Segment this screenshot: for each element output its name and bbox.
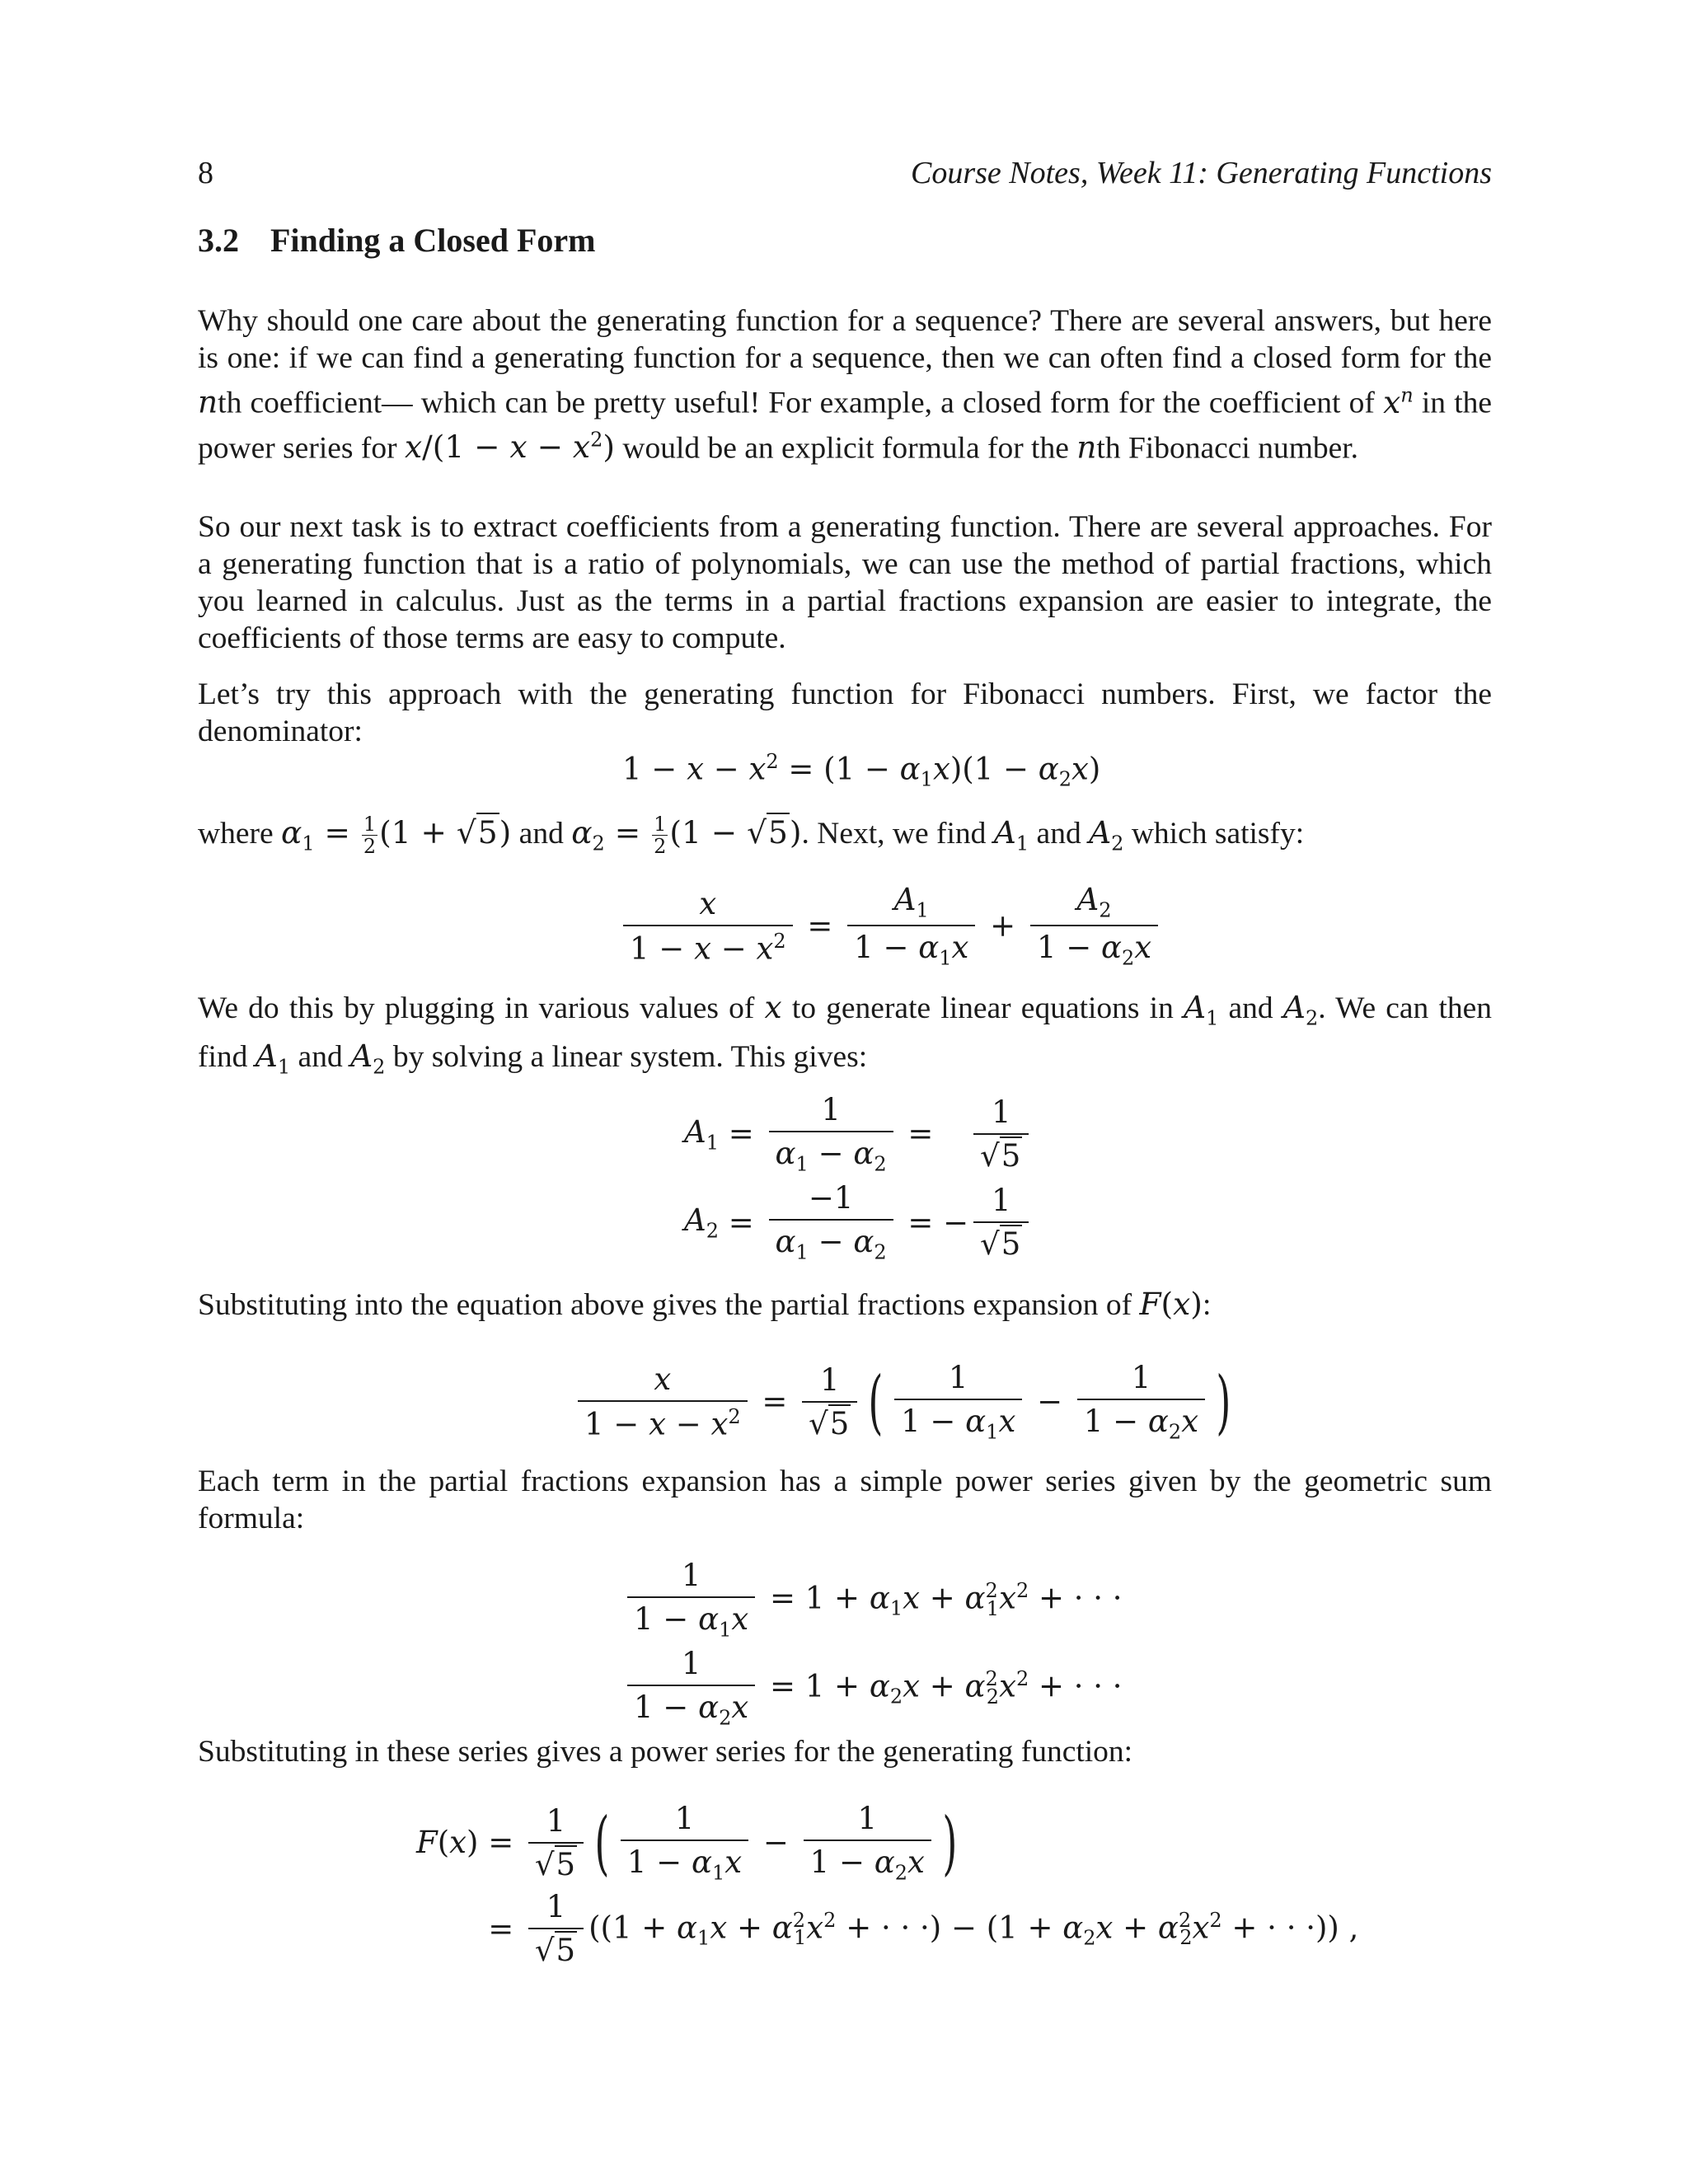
math-alpha1-def: $\alpha_1$ = $\frac{1}{2}$ (1 + √5)	[280, 813, 512, 858]
math-A2: $A_2$	[350, 1037, 386, 1078]
paragraph-linear-system	[198, 989, 1492, 1085]
text-run: Substituting into the equation above gives the partial fractions expansion of	[198, 1288, 1140, 1322]
text-run: and	[1218, 991, 1283, 1025]
page	[198, 0, 1492, 2184]
paragraph-approach: So our next task is to extract coefficients from a generating function. There are several approaches. For a generating function that is a ratio of polynomials, we can use the method of partial fractions, which you learned in calculus. Just as the terms in a partial fractions expansion are easier to integrate, the coefficients of those terms are easy to compute.	[198, 510, 1492, 655]
equation-factorization: $1 - x - x^2 = (1 - \alpha_1x)(1 - \alpha_2x)$	[622, 750, 1101, 791]
text-run: th coefficient— which can be pretty useful! For example, a closed form for the coefficient of	[218, 386, 1384, 420]
text-run: would be an explicit formula for the	[615, 431, 1077, 465]
equation-geometric-series: $\frac{1}{1 - \alpha_1x}$ = $1 + \alpha_1x + \alpha^2_1x^2$ + · · · $\frac{1}{1 - \alpha_2x}$ = $1 + \alpha_2x + \alpha^2_2x^2$ + · · ·	[622, 1558, 1123, 1730]
equation-expansion: $\frac{x}{1 - x - x^2}$ = $\frac{1}{√5}$ ( $\frac{1}{1 - \alpha_1x}$ − $\frac{1}{1 - \alpha_2x}$ )	[573, 1360, 1237, 1443]
paragraph-geometric: Each term in the partial fractions expansion has a simple power series given by the geometric sum formula:	[198, 1465, 1492, 1535]
equation-partial-form: $\frac{x}{1 - x - x^2}$ = $\frac{A_1}{1 - \alpha_1x}$ + $\frac{A_2}{1 - \alpha_2x}$	[618, 882, 1163, 970]
math-alpha2-def: $\alpha_2$ = $\frac{1}{2}$ (1 − √5)	[571, 813, 802, 858]
text-run: and	[290, 1039, 351, 1074]
math-x: x	[764, 989, 782, 1025]
paragraph-substituting: Substituting into the equation above gives the partial fractions expansion of F(x):	[198, 1286, 1212, 1322]
paragraph-power-series: Substituting in these series gives a power series for the generating function:	[198, 1735, 1133, 1769]
math-x-pow-n: $x^n$	[1383, 383, 1414, 420]
paragraph-intro	[198, 302, 1492, 466]
text-run: . Next, we find	[801, 817, 994, 851]
text-run: Why should one care about the generating function for a sequence? There are several answers, but here is one: if we can find a generating function for a sequence, then we can often find a closed form for the	[198, 304, 1492, 375]
text-run: th Fibonacci number.	[1096, 431, 1359, 465]
text-run: to generate linear equations in	[781, 991, 1184, 1025]
text-run: and	[511, 817, 572, 851]
page-number: 8	[198, 156, 213, 190]
text-run: where	[198, 817, 281, 851]
text-run: in the power series for	[198, 386, 1493, 465]
math-A1: $A_1$	[255, 1037, 291, 1078]
equation-F-series: F(x) = $\frac{1}{√5}$ ( $\frac{1}{1 - \alpha_1x}$ − $\frac{1}{1 - \alpha_2x}$ ) = $\frac{1}{√5}$ (($1 + \alpha_1x + \alpha^2_1x^2$ + · · ·) − ($1 + \alpha_2x + \alpha^2_2x^2$ + · · ·)) ,	[416, 1801, 1359, 1969]
math-n: n	[198, 383, 218, 420]
math-A2: $A_2$	[1089, 814, 1124, 855]
equation-A-values: $A_1$ = $\frac{1}{\alpha_1 - \alpha_2}$ = $\frac{1}{√5}$ $A_2$ = $\frac{-1}{\alpha_1 - \alpha_2}$ = − $\frac{1}{√5}$	[684, 1092, 1034, 1264]
text-run: by solving a linear system. This gives:	[385, 1039, 868, 1074]
math-A2: $A_2$	[1282, 989, 1319, 1030]
math-n: n	[1076, 429, 1097, 465]
text-run: . We can then find	[198, 991, 1493, 1074]
math-A1: $A_1$	[993, 814, 1029, 855]
text-run: which satisfy:	[1123, 817, 1305, 851]
text-run: and	[1029, 817, 1090, 851]
section-title: Finding a Closed Form	[270, 222, 596, 259]
math-F-of-x: F(x)	[1139, 1286, 1203, 1322]
section-number: 3.2	[198, 222, 239, 259]
section-heading	[198, 221, 595, 260]
math-A1: $A_1$	[1184, 989, 1219, 1030]
paragraph-factor: Let’s try this approach with the generating function for Fibonacci numbers. First, we factor the denominator:	[198, 677, 1492, 748]
running-title: Course Notes, Week 11: Generating Functions	[910, 156, 1492, 190]
page-header	[198, 155, 1492, 196]
paragraph-alphas	[198, 814, 1492, 863]
math-fib-gf: $x/(1 - x - x^2)$	[404, 428, 615, 465]
text-run: We do this by plugging in various values of	[198, 991, 765, 1025]
